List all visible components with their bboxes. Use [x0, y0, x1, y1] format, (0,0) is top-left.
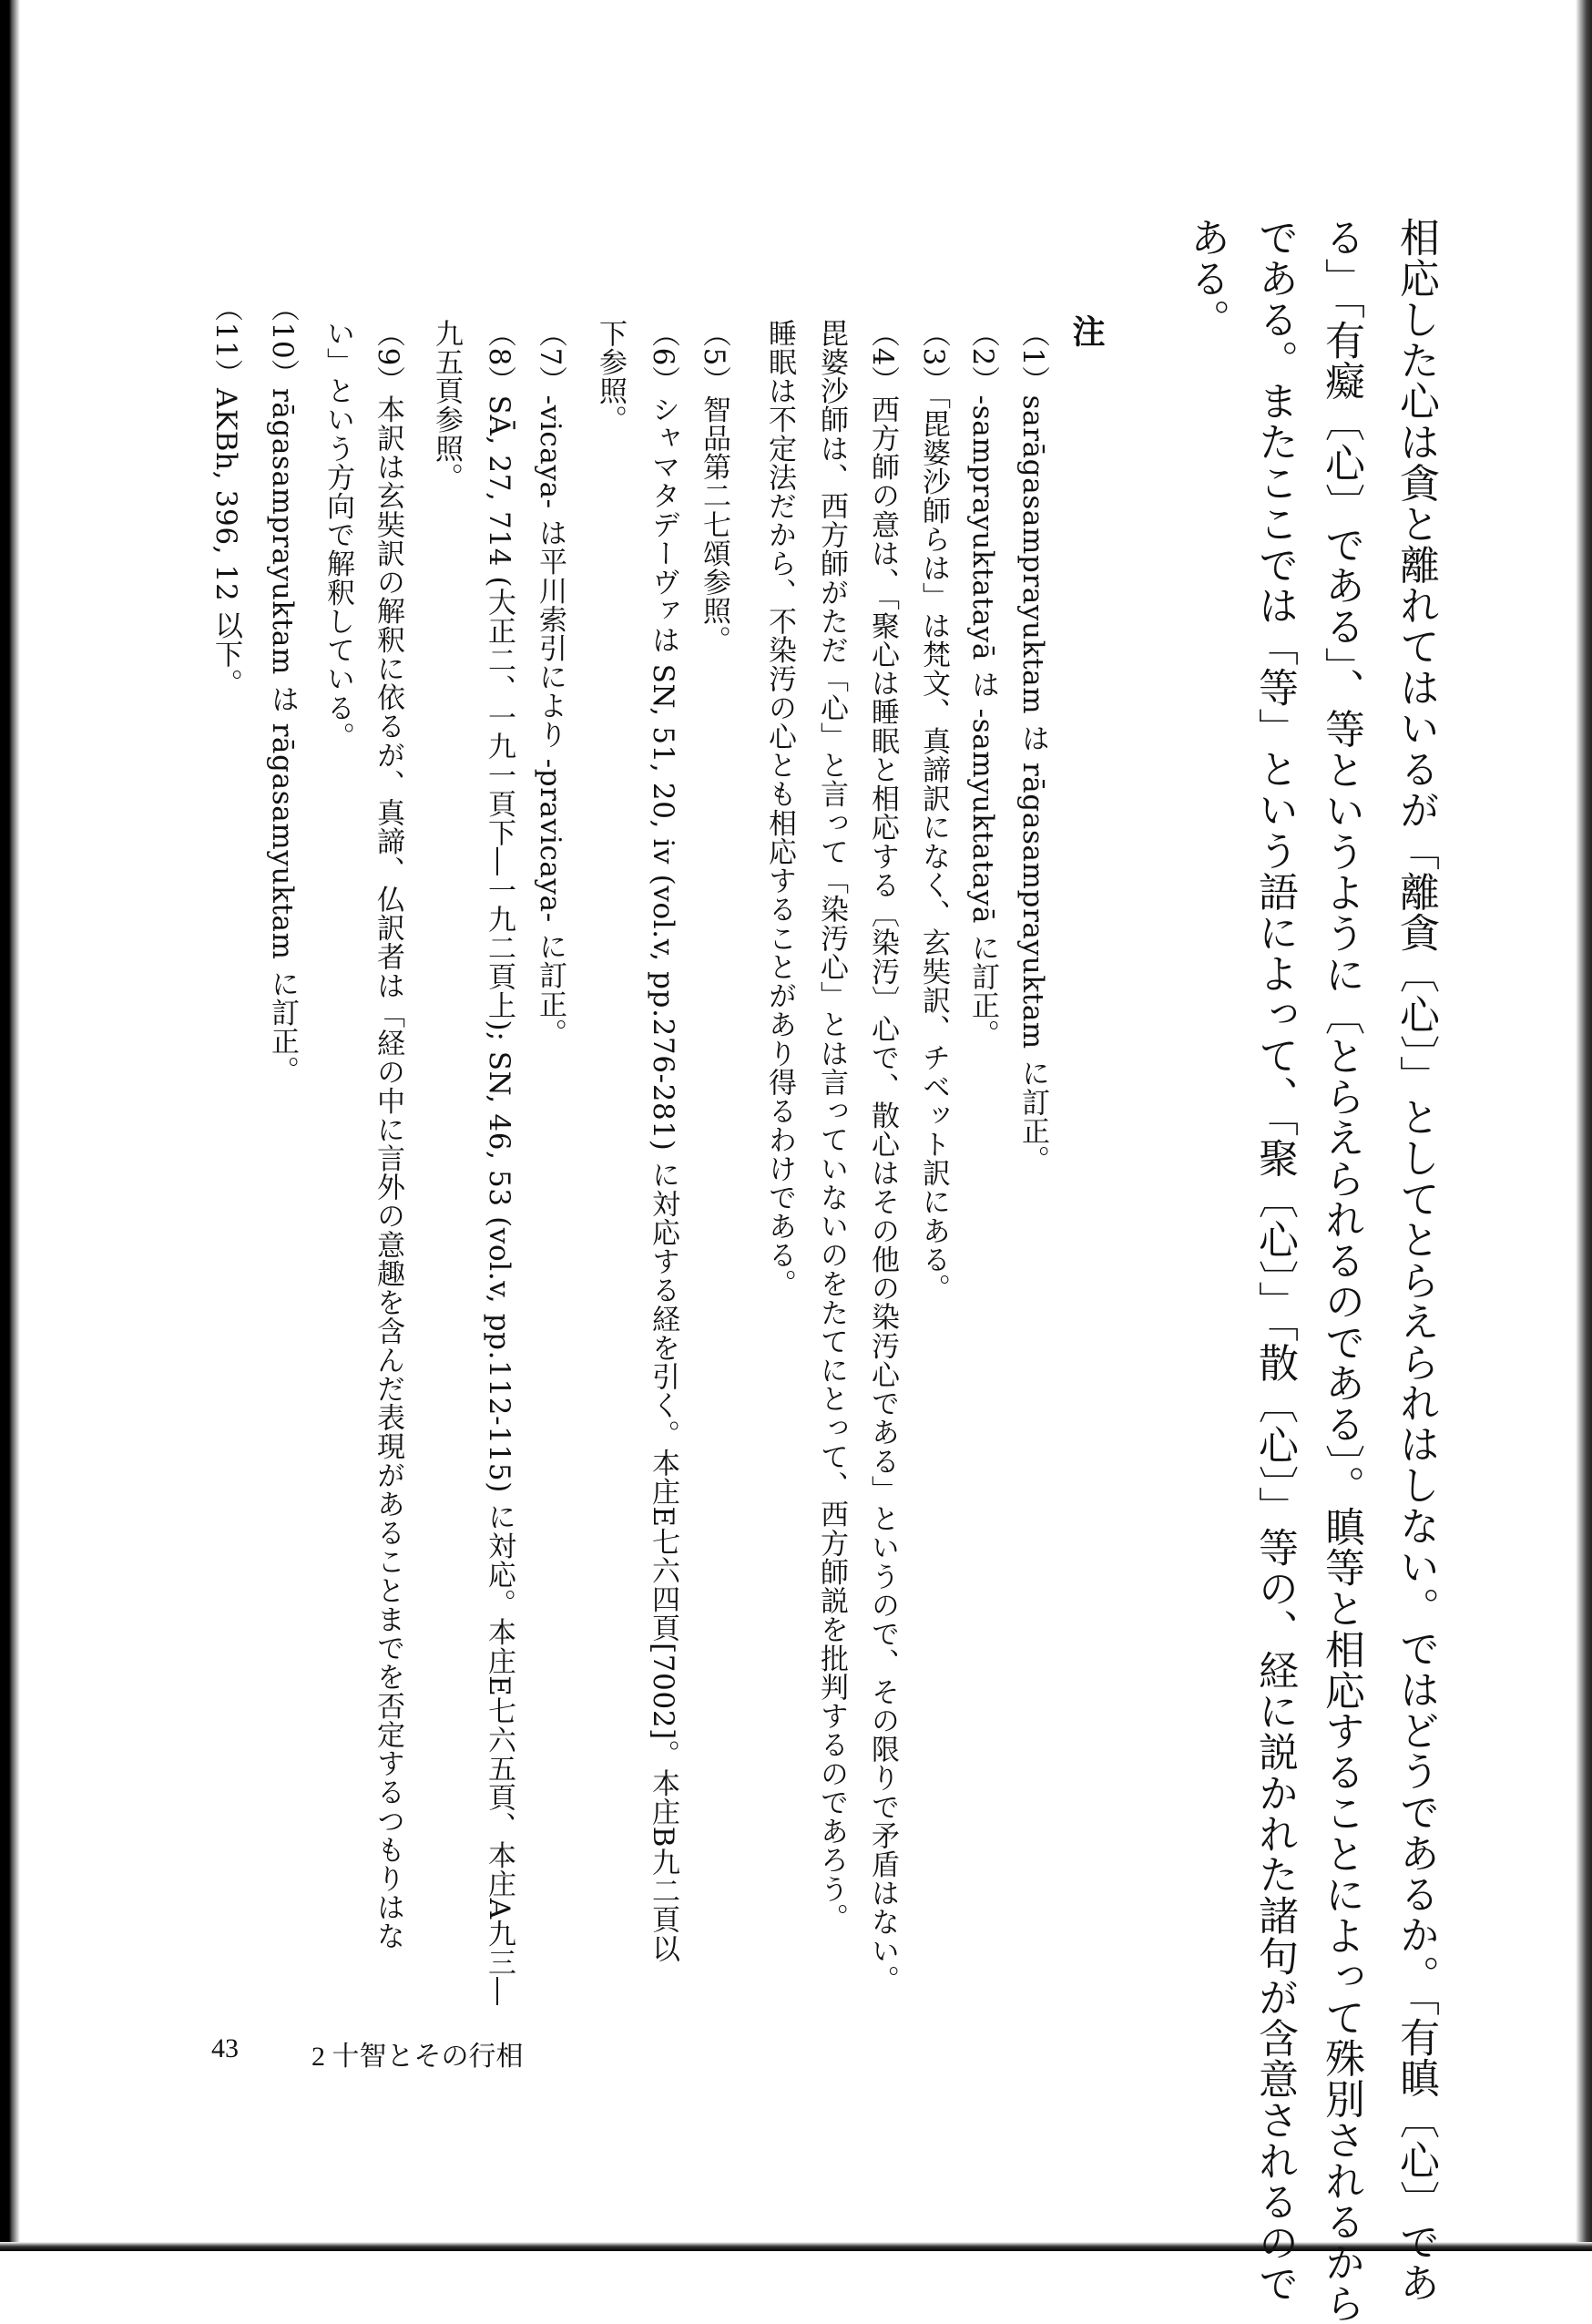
- note-3: [917, 319, 950, 1303]
- note-6-cont: [594, 319, 627, 435]
- note-4: [866, 319, 899, 1994]
- body-line-1: 相応した心は貪と離れてはいるが「離貪〔心〕」としてとらえられはしない。ではどうであるか。「有瞋〔心〕であ: [1393, 217, 1439, 2303]
- note-number: （10）: [266, 293, 299, 388]
- note-text: sarāgasamprayuktam は rāgasamprayuktam に訂正。: [1016, 394, 1049, 1174]
- note-number: （8）: [483, 319, 515, 395]
- running-footer-title: 2 十智とその行相: [311, 2042, 524, 2072]
- scan-right-edge: [1576, 0, 1592, 2251]
- note-text: 本訳は玄奘訳の解釈に依るが、真諦、仏訳者は「経の中に言外の意趣を含んだ表現があることまでを否定するつもりはな: [372, 394, 404, 1951]
- note-text: 智品第二七頌参照。: [698, 394, 730, 655]
- note-number: （2）: [966, 319, 999, 395]
- note-9: [373, 319, 402, 1950]
- note-text: -samprayuktatayā は -samyuktatayā に訂正。: [966, 394, 999, 1049]
- note-8-cont: [430, 319, 463, 492]
- note-text: 睡眠は不定法だから、不染汚の心とも相応することがあり得るわけである。: [763, 319, 796, 1299]
- note-number: （9）: [372, 319, 404, 395]
- note-text: SĀ, 27, 714 (大正二、一九一頁下―一九二頁上); SN, 46, 53 (vol.v, pp.112-115) に対応。本庄E七六五頁、本庄A九三―: [483, 394, 515, 2006]
- note-number: （4）: [866, 319, 899, 395]
- note-5: [699, 319, 728, 654]
- note-number: （5）: [698, 319, 730, 395]
- scan-left-edge: [0, 0, 20, 2251]
- page-number: 43: [211, 2033, 239, 2063]
- note-text: 九五頁参照。: [430, 319, 463, 492]
- note-number: （11）: [209, 293, 242, 388]
- note-text: AKBh, 396, 12 以下。: [209, 387, 242, 698]
- note-4-cont-1: [815, 319, 848, 1932]
- note-2: [966, 319, 999, 1049]
- note-text: い」という方向で解釈している。: [321, 319, 354, 752]
- note-number: （1）: [1016, 319, 1049, 395]
- note-7: [536, 319, 564, 1048]
- note-text: シャマタデーヴァは SN, 51, 20, iv (vol.v, pp.276-281) に対応する経を引く。本庄E七六四頁[7002]。本庄B九二頁以: [647, 394, 679, 1963]
- note-8: [485, 319, 513, 2006]
- body-line-4: ある。: [1183, 217, 1230, 340]
- note-text: 「毘婆沙師らは」は梵文、真諦訳になく、玄奘訳、チベット訳にある。: [917, 394, 950, 1303]
- note-number: （6）: [647, 319, 679, 395]
- body-line-2: る」「有癡〔心〕である」、等というように〔とらえられるのである〕。瞋等と相応することによって殊別されるから: [1318, 217, 1364, 2324]
- note-number: （7）: [534, 319, 566, 395]
- note-9-cont: [323, 319, 352, 751]
- note-number: （3）: [917, 319, 950, 395]
- body-line-3: である。またここでは「等」という語によって、「聚〔心〕」「散〔心〕」等の、経に説かれた諸句が含意されるので: [1251, 217, 1298, 2304]
- note-text: rāgasamprayuktam は rāgasamyuktam に訂正。: [266, 387, 299, 1085]
- note-10: [266, 293, 299, 1085]
- note-text: 毘婆沙師は、西方師がただ「心」と言って「染汚心」とは言っていないのをたてにとって、西方師説を批判するのであろう。: [815, 319, 848, 1932]
- notes-heading: 注: [1067, 314, 1106, 348]
- note-4-cont-2: [763, 319, 796, 1299]
- note-text: 下参照。: [594, 319, 627, 435]
- note-11: [211, 293, 240, 698]
- note-text: -vicaya- は平川索引により -pravicaya- に訂正。: [534, 394, 566, 1048]
- note-1: [1016, 319, 1049, 1174]
- note-text: 西方師の意は、「聚心は睡眠と相応する〔染汚〕心で、散心はその他の染汚心である」というので、その限りで矛盾はない。: [866, 394, 899, 1994]
- note-6: [648, 319, 677, 1963]
